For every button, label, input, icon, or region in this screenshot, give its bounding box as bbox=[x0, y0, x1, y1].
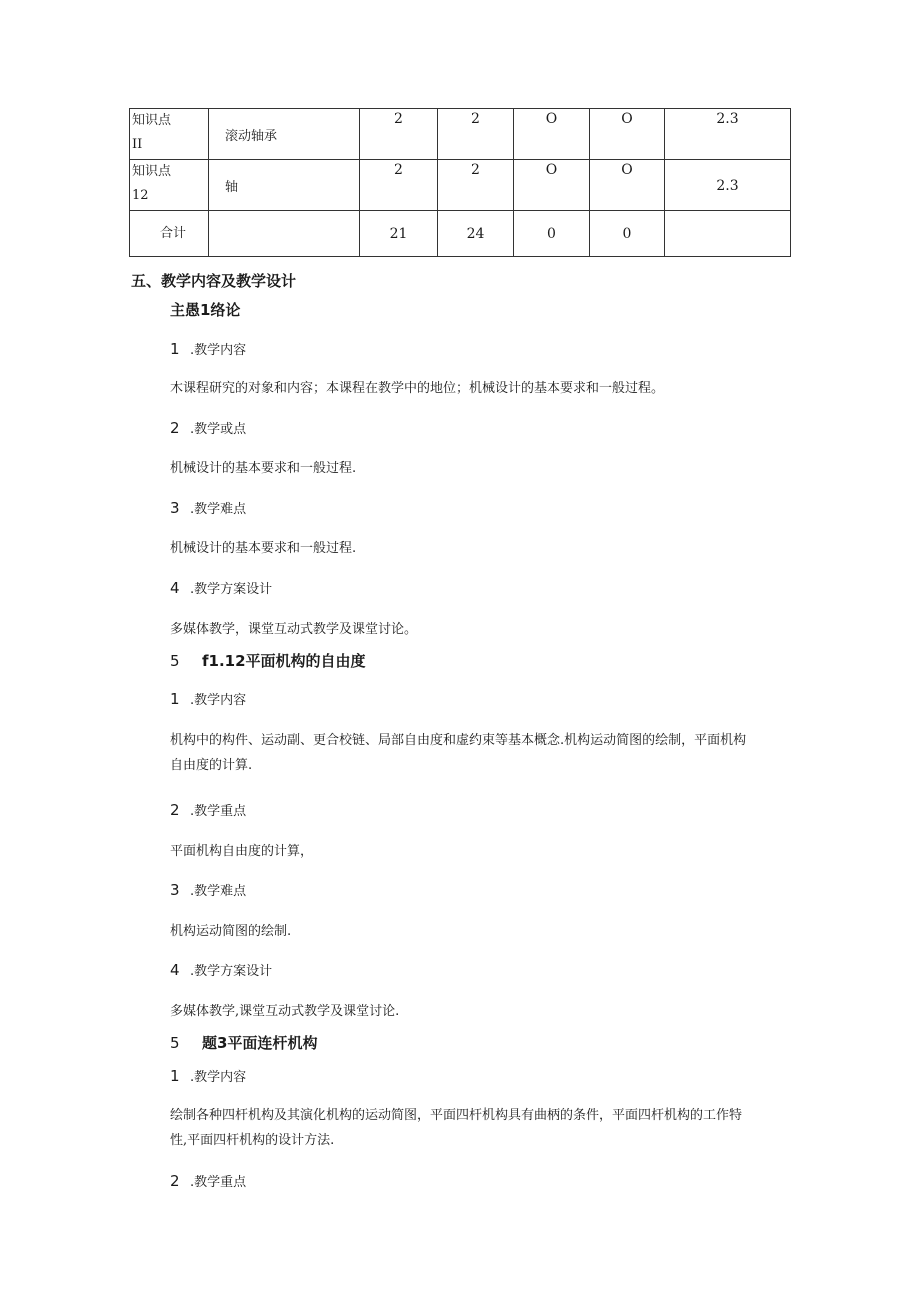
subheading: 2 .教学重点 bbox=[170, 1172, 247, 1190]
subheading: 1 .教学内容 bbox=[170, 690, 247, 708]
subheading: 4 .教学方案设计 bbox=[170, 961, 273, 979]
paragraph: 机械设计的基本要求和一般过程. bbox=[170, 461, 357, 476]
table-cell: O bbox=[514, 109, 590, 160]
paragraph: 机构运动简图的绘制. bbox=[170, 924, 292, 939]
paragraph: 多媒体教学,课堂互动式教学及课堂讨论. bbox=[170, 1004, 400, 1019]
table-cell-name bbox=[209, 211, 360, 257]
paragraph: 机构中的构件、运动副、更合校链、局部自由度和虚约束等基本概念.机构运动简图的绘制，平面机构 自由度的计算. bbox=[170, 733, 747, 773]
paragraph: 多媒体教学，课堂互动式教学及课堂讨论。 bbox=[170, 622, 418, 637]
table-cell: 2 bbox=[360, 109, 438, 160]
subheading: 1 .教学内容 bbox=[170, 340, 247, 358]
table-cell-label: 合计 bbox=[130, 211, 209, 257]
paragraph: 绘制各种四杆机构及其演化机构的运动简图，平面四杆机构具有曲柄的条件，平面四杆机构的工作特 性,平面四杆机构的设计方法. bbox=[170, 1108, 743, 1148]
table-cell: 2 bbox=[438, 109, 514, 160]
table-row bbox=[130, 160, 791, 211]
section-heading: 五、教学内容及教学设计 bbox=[131, 272, 297, 290]
table-cell-label: 知识点 II bbox=[130, 109, 209, 160]
table-cell: 2.3 bbox=[665, 109, 791, 160]
topic-heading: 5 f1.12平面机构的自由度 bbox=[170, 652, 366, 670]
paragraph: 平面机构自由度的计算， bbox=[170, 844, 314, 859]
table-cell: 0 bbox=[514, 211, 590, 257]
table-row-total bbox=[130, 211, 791, 257]
topic-heading: 5 题3平面连杆机构 bbox=[170, 1034, 318, 1052]
table-cell: 0 bbox=[590, 211, 665, 257]
table-cell: 2.3 bbox=[665, 160, 791, 211]
table-cell-name: 轴 bbox=[209, 160, 360, 211]
subheading: 4 .教学方案设计 bbox=[170, 579, 273, 597]
table-cell: 24 bbox=[438, 211, 514, 257]
table-cell-label: 知识点 12 bbox=[130, 160, 209, 211]
table-row bbox=[130, 109, 791, 160]
subheading: 2 .教学重点 bbox=[170, 801, 247, 819]
paragraph: 机械设计的基本要求和一般过程. bbox=[170, 541, 357, 556]
table-cell: 2 bbox=[438, 160, 514, 211]
table-cell: O bbox=[514, 160, 590, 211]
knowledge-point-table bbox=[129, 108, 791, 257]
topic-heading: 主愚1络论 bbox=[170, 301, 241, 319]
table-cell: 2 bbox=[360, 160, 438, 211]
subheading: 2 .教学或点 bbox=[170, 419, 247, 437]
table-cell: O bbox=[590, 109, 665, 160]
paragraph: 木课程研究的对象和内容；本课程在教学中的地位；机械设计的基本要求和一般过程。 bbox=[170, 381, 665, 396]
table-cell-name: 滚动轴承 bbox=[209, 109, 360, 160]
table-cell: O bbox=[590, 160, 665, 211]
subheading: 3 .教学难点 bbox=[170, 499, 247, 517]
table-cell: 21 bbox=[360, 211, 438, 257]
subheading: 1 .教学内容 bbox=[170, 1067, 247, 1085]
subheading: 3 .教学难点 bbox=[170, 881, 247, 899]
table-cell bbox=[665, 211, 791, 257]
